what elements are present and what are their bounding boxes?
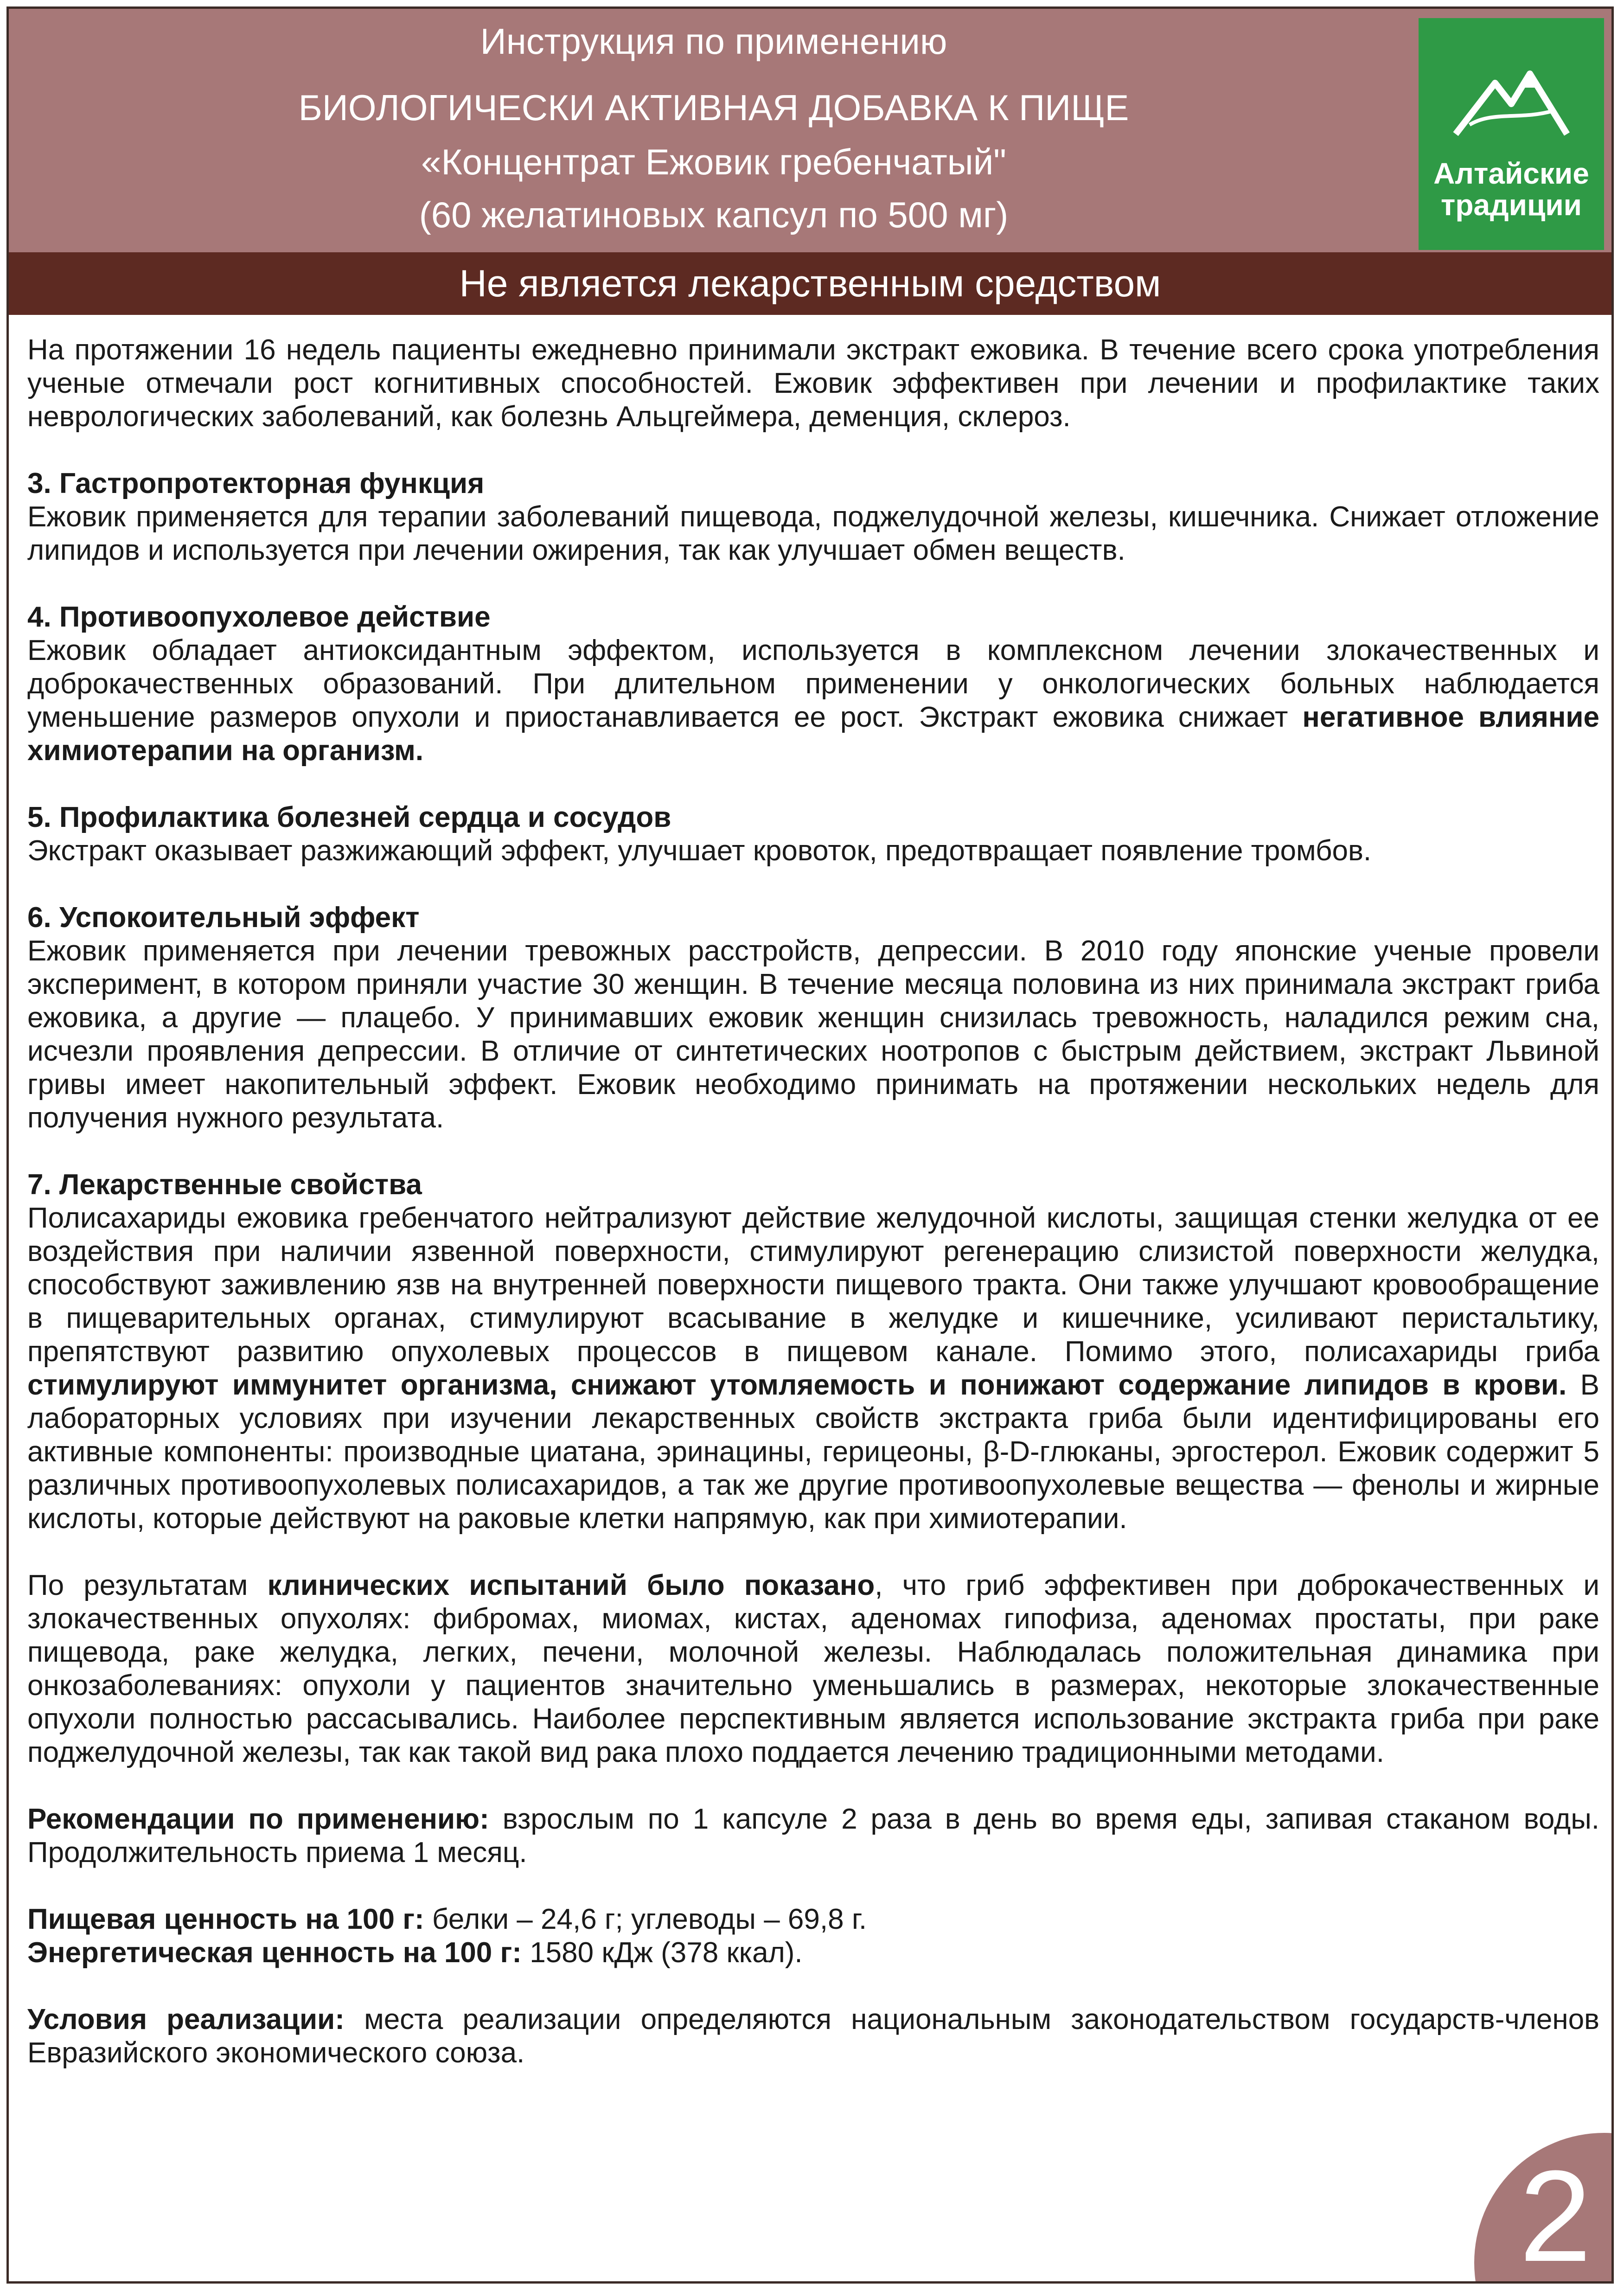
header-subtitle: Инструкция по применению	[480, 21, 947, 62]
section-text: Экстракт оказывает разжижающий эффект, улучшает кровоток, предотвращает появление тромбов.	[27, 835, 1372, 867]
recommendations-label: Рекомендации по применению:	[27, 1803, 489, 1835]
recommendations-paragraph	[27, 1803, 1599, 1869]
recommendations-text: взрослым по 1 капсуле 2 раза в день во время еды, запивая стаканом воды. Продолжительность приема 1 месяц.	[27, 1803, 1599, 1869]
header	[9, 9, 1611, 252]
clinical-post: , что гриб эффективен при доброкачественных и злокачественных опухолях: фибромах, миомах, кистах, аденомах гипофиза, аденомах простаты, при раке пищевода, раке желудка, легких, печени, молочной железы. Наблюдалась положительная динамика при онкозаболеваниях: опухоли у пациентов значительно уменьшались в размерах, некоторые злокачественные опухоли полностью рассасывались. Наиболее перспективным является использование экстракта гриба при раке поджелудочной железы, так как такой вид рака плохо поддается лечению традиционными методами.	[27, 1569, 1600, 1768]
nutrition-label: Пищевая ценность на 100 г:	[27, 1903, 424, 1935]
section-cardio	[27, 801, 1599, 868]
section-title: 5. Профилактика болезней сердца и сосудов	[27, 801, 671, 833]
section-title: 4. Противоопухолевое действие	[27, 601, 491, 633]
section-title: 7. Лекарственные свойства	[27, 1169, 422, 1201]
section-title: 6. Успокоительный эффект	[27, 902, 420, 934]
section-gastro	[27, 467, 1599, 567]
section-text-plain: Полисахариды ежовика гребенчатого нейтрализуют действие желудочной кислоты, защищая стенки желудка от ее воздействия при наличии язвенной поверхности, стимулируют регенерацию слизистой поверхности желудка, способствуют заживлению язв на внутренней поверхности пищевого тракта. Они также улучшают кровообращение в пищеварительных органах, стимулируют всасывание в желудке и кишечнике, усиливают перистальтику, препятствуют развитию опухолевых процессов в пищевом канале. Помимо этого, полисахариды гриба	[27, 1202, 1599, 1368]
section-text-plain: Ежовик обладает антиоксидантным эффектом, используется в комплексном лечении злокачественных и доброкачественных образований. При длительном применении у онкологических больных наблюдается уменьшение размеров опухоли и приостанавливается ее рост. Экстракт ежовика снижает	[27, 634, 1599, 733]
brand-name-line1: Алтайские	[1433, 157, 1589, 190]
section-text-plain-2: В лабораторных условиях при изучении лекарственных свойств экстракта гриба были идентифицированы его активные компоненты: производные циатана, эринацины, герицеоны, β-D-глюканы, эргостерол. Ежовик содержит 5 различных противоопухолевых полисахаридов, а так же другие противоопухолевые вещества — фенолы и жирные кислоты, которые действуют на раковые клетки напрямую, как при химиотерапии.	[27, 1369, 1599, 1535]
section-text: Ежовик применяется при лечении тревожных расстройств, депрессии. В 2010 году японские ученые провели эксперимент, в котором приняли участие 30 женщин. В течение месяца половина из них принимала экстракт гриба ежовика, а другие — плацебо. У принимавших ежовик женщин снизилась тревожность, наладился режим сна, исчезли проявления депрессии. В отличие от синтетических ноотропов с быстрым действием, экстракт Львиной гривы имеет накопительный эффект. Ежовик необходимо принимать на протяжении нескольких недель для получения нужного результата.	[27, 935, 1599, 1134]
section-text	[27, 634, 1599, 768]
energy-text: 1580 кДж (378 ккал).	[521, 1937, 803, 1969]
page-number: 2	[1519, 2144, 1592, 2284]
brand-name-line2: традиции	[1440, 188, 1582, 222]
nutrition-paragraph	[27, 1903, 1599, 1970]
section-antitumor	[27, 601, 1599, 768]
instruction-body	[27, 333, 1599, 2103]
nutrition-text: белки – 24,6 г; углеводы – 69,8 г.	[424, 1903, 867, 1935]
section-calming	[27, 901, 1599, 1135]
product-category: БИОЛОГИЧЕСКИ АКТИВНАЯ ДОБАВКА К ПИЩЕ	[298, 87, 1129, 128]
energy-label: Энергетическая ценность на 100 г:	[27, 1937, 522, 1969]
section-title: 3. Гастропротекторная функция	[27, 467, 485, 499]
clinical-bold: клинических испытаний было показано	[267, 1569, 875, 1601]
clinical-paragraph	[27, 1569, 1599, 1769]
conditions-paragraph	[27, 2003, 1599, 2070]
product-package: (60 желатиновых капсул по 500 мг)	[419, 194, 1009, 235]
intro-paragraph: На протяжении 16 недель пациенты ежедневно принимали экстракт ежовика. В течение всего срока употребления ученые отмечали рост когнитивных способностей. Ежовик эффективен при лечении и профилактике таких неврологических заболеваний, как болезнь Альцгеймера, деменция, склероз.	[27, 334, 1599, 433]
product-name: «Концентрат Ежовик гребенчатый"	[421, 141, 1006, 182]
mountains-icon	[1451, 55, 1572, 148]
notice-band: Не является лекарственным средством	[9, 252, 1611, 315]
section-text	[27, 1202, 1599, 1536]
conditions-label: Условия реализации:	[27, 2003, 345, 2035]
conditions-text: места реализации определяются национальным законодательством государств-членов Евразийского экономического союза.	[27, 2003, 1599, 2069]
section-text-bold: негативное влияние химиотерапии на организм.	[27, 701, 1600, 767]
section-medicinal	[27, 1168, 1599, 1536]
clinical-pre: По результатам	[27, 1569, 268, 1601]
instruction-sheet	[6, 6, 1614, 2284]
section-text: Ежовик применяется для терапии заболеваний пищевода, поджелудочной железы, кишечника. Снижает отложение липидов и используется при лечении ожирения, так как улучшает обмен веществ.	[27, 501, 1599, 566]
section-text-bold: стимулируют иммунитет организма, снижают утомляемость и понижают содержание липидов в крови.	[27, 1369, 1567, 1401]
brand-logo	[1419, 18, 1604, 250]
